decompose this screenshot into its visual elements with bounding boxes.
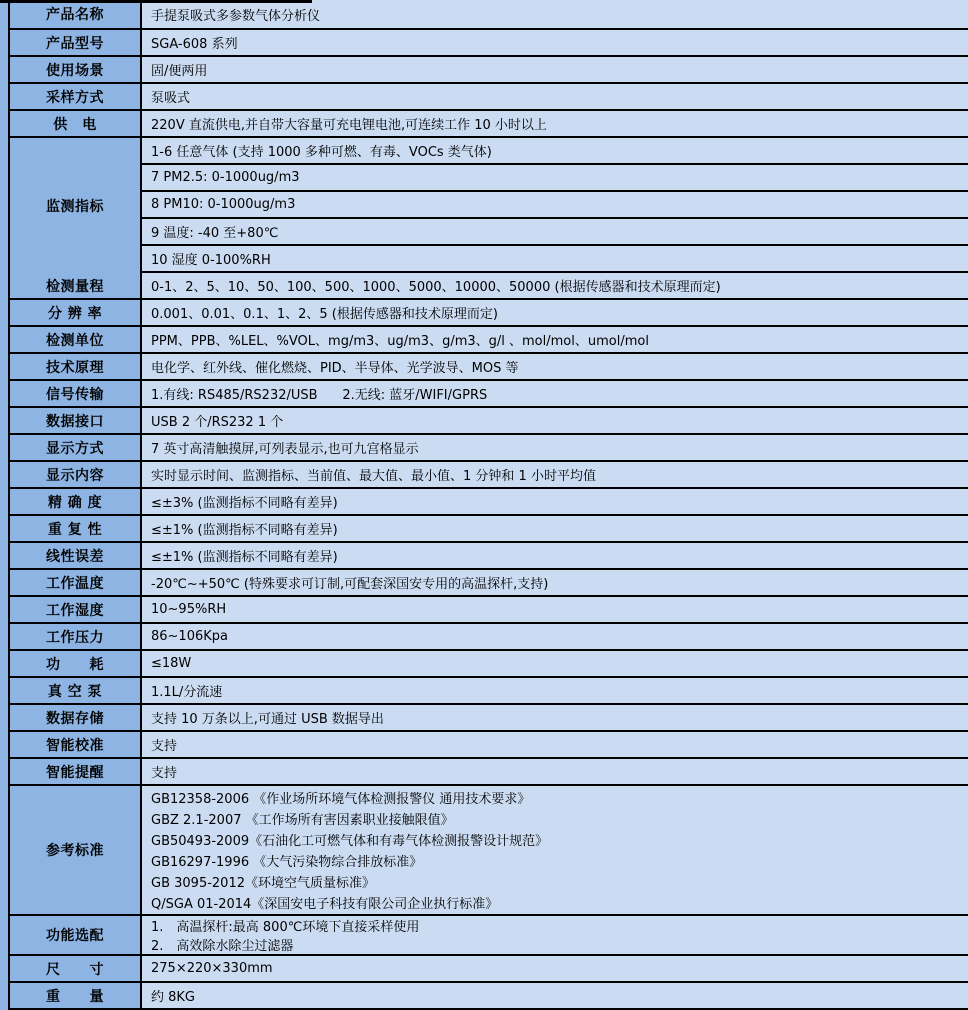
row-vacuum-pump — [10, 678, 968, 705]
spec-label-cell — [10, 111, 142, 136]
monitoring-indicator-item: 8 PM10: 0-1000ug/m3 — [142, 192, 968, 219]
spec-label: 显示方式 — [46, 440, 104, 457]
spec-label-cell — [10, 489, 142, 514]
spec-value: 支持 — [151, 766, 178, 781]
spec-label: 数据接口 — [46, 413, 104, 430]
spec-label: 参考标准 — [46, 843, 104, 859]
spec-value: PPM、PPB、%LEL、%VOL、mg/m3、ug/m3、g/m3、g/l 、mol/mol、umol/mol — [151, 334, 649, 349]
monitoring-indicator-item: 10 湿度 0-100%RH — [142, 246, 968, 273]
optional-functions-list — [142, 916, 968, 954]
spec-value: 7 英寸高清触摸屏,可列表显示,也可九宫格显示 — [151, 442, 419, 457]
spec-label: 智能校准 — [46, 737, 104, 754]
spec-label-cell — [10, 678, 142, 703]
spec-value: 0.001、0.01、0.1、1、2、5 (根据传感器和技术原理而定) — [151, 307, 498, 322]
spec-value: -20℃~+50℃ (特殊要求可订制,可配套深国安专用的高温探杆,支持) — [151, 577, 549, 592]
spec-label: 工作湿度 — [46, 602, 104, 619]
spec-label: 智能提醒 — [46, 764, 104, 781]
reference-standard-item: Q/SGA 01-2014《深国安电子科技有限公司企业执行标准》 — [151, 897, 499, 912]
spec-label: 数据存储 — [46, 710, 104, 727]
row-dimensions — [10, 956, 968, 983]
spec-value: ≤±1% (监测指标不同略有差异) — [151, 550, 338, 565]
spec-value: 电化学、红外线、催化燃烧、PID、半导体、光学波导、MOS 等 — [151, 361, 519, 376]
optional-function-item: 2. 高效除水除尘过滤器 — [151, 939, 294, 954]
spec-value: 手提泵吸式多参数气体分析仪 — [151, 8, 321, 24]
spec-value: 约 8KG — [151, 990, 196, 1005]
spec-value: 86~106Kpa — [151, 629, 228, 644]
spec-label: 尺 寸 — [46, 961, 104, 978]
spec-label-cell — [10, 57, 142, 82]
row-power-supply — [10, 111, 968, 138]
spec-table — [8, 0, 968, 1010]
row-reference-standards — [10, 786, 968, 916]
spec-value: 固/便两用 — [151, 64, 208, 79]
reference-standard-item: GB 3095-2012《环境空气质量标准》 — [151, 876, 375, 891]
spec-value: 10~95%RH — [151, 602, 227, 617]
spec-label-cell — [10, 705, 142, 730]
row-product-model — [10, 30, 968, 57]
spec-label-cell — [10, 327, 142, 352]
spec-label-cell — [10, 570, 142, 595]
spec-label-cell — [10, 786, 142, 914]
spec-label: 功 耗 — [46, 656, 104, 673]
spec-label: 信号传输 — [46, 386, 104, 403]
row-working-temperature — [10, 570, 968, 597]
spec-label-cell — [10, 651, 142, 676]
spec-label-cell — [10, 408, 142, 433]
spec-label: 监测指标 — [46, 198, 104, 215]
spec-label: 使用场景 — [46, 62, 104, 79]
spec-label: 重 复 性 — [47, 521, 103, 538]
monitoring-indicator-item: 9 温度: -40 至+80℃ — [142, 219, 968, 246]
spec-label-cell — [10, 381, 142, 406]
spec-label-cell — [10, 624, 142, 649]
spec-value: 1.有线: RS485/RS232/USB 2.无线: 蓝牙/WIFI/GPRS — [151, 388, 488, 403]
row-smart-calibration — [10, 732, 968, 759]
row-monitoring-indicators — [10, 138, 968, 273]
spec-label-cell — [10, 30, 142, 55]
row-optional-functions — [10, 916, 968, 956]
row-repeatability — [10, 516, 968, 543]
monitoring-indicator-item: 7 PM2.5: 0-1000ug/m3 — [142, 165, 968, 192]
reference-standards-list — [142, 786, 968, 914]
row-technical-principle — [10, 354, 968, 381]
spec-label-cell — [10, 956, 142, 981]
spec-label: 工作压力 — [46, 629, 104, 646]
spec-label: 采样方式 — [46, 89, 104, 106]
row-signal-transmission — [10, 381, 968, 408]
spec-label-cell — [10, 732, 142, 757]
row-accuracy — [10, 489, 968, 516]
row-weight — [10, 983, 968, 1010]
spec-label-cell — [10, 435, 142, 460]
spec-label: 检测量程 — [46, 278, 104, 295]
spec-label-cell — [10, 300, 142, 325]
reference-standard-item: GB12358-2006 《作业场所环境气体检测报警仪 通用技术要求》 — [151, 792, 531, 807]
spec-label-cell — [10, 759, 142, 784]
row-display-mode — [10, 435, 968, 462]
spec-label: 技术原理 — [46, 359, 104, 376]
table-top-border — [0, 0, 312, 3]
spec-value: 泵吸式 — [151, 91, 191, 106]
spec-label-cell — [10, 983, 142, 1008]
row-display-content — [10, 462, 968, 489]
spec-value: 支持 10 万条以上,可通过 USB 数据导出 — [151, 712, 384, 727]
row-usage-scenario — [10, 57, 968, 84]
monitoring-indicator-item: 1-6 任意气体 (支持 1000 多种可燃、有毒、VOCs 类气体) — [142, 138, 968, 165]
row-product-name — [10, 0, 968, 30]
spec-value: 实时显示时间、监测指标、当前值、最大值、最小值、1 分钟和 1 小时平均值 — [151, 469, 596, 484]
spec-value: ≤18W — [151, 656, 192, 671]
row-detection-unit — [10, 327, 968, 354]
spec-value: 0-1、2、5、10、50、100、500、1000、5000、10000、50000 (根据传感器和技术原理而定) — [151, 280, 721, 295]
row-data-storage — [10, 705, 968, 732]
spec-label-cell — [10, 138, 142, 273]
spec-label: 产品名称 — [46, 7, 104, 23]
spec-label: 供 电 — [53, 116, 97, 133]
spec-label-cell — [10, 354, 142, 379]
spec-label-cell — [10, 0, 142, 28]
spec-value: ≤±1% (监测指标不同略有差异) — [151, 523, 338, 538]
reference-standard-item: GB50493-2009《石油化工可燃气体和有毒气体检测报警设计规范》 — [151, 834, 549, 849]
monitoring-indicator-list — [142, 138, 968, 273]
spec-value: 275×220×330mm — [151, 961, 273, 976]
spec-label-cell — [10, 597, 142, 622]
optional-function-item: 1. 高温探杆:最高 800℃环境下直接采样使用 — [151, 920, 420, 935]
spec-value: 支持 — [151, 739, 178, 754]
row-linearity-error — [10, 543, 968, 570]
row-power-consumption — [10, 651, 968, 678]
spec-label-cell — [10, 273, 142, 298]
spec-label: 分 辨 率 — [47, 305, 103, 322]
spec-label: 显示内容 — [46, 467, 104, 484]
spec-value: SGA-608 系列 — [151, 37, 238, 52]
reference-standard-item: GBZ 2.1-2007 《工作场所有害因素职业接触限值》 — [151, 813, 454, 828]
spec-label: 精 确 度 — [47, 494, 103, 511]
spec-label-cell — [10, 462, 142, 487]
spec-label: 功能选配 — [46, 928, 104, 944]
spec-value: USB 2 个/RS232 1 个 — [151, 415, 284, 430]
row-data-interface — [10, 408, 968, 435]
row-smart-reminder — [10, 759, 968, 786]
row-working-humidity — [10, 597, 968, 624]
spec-label: 线性误差 — [46, 548, 104, 565]
spec-label-cell — [10, 543, 142, 568]
spec-label-cell — [10, 516, 142, 541]
spec-label: 重 量 — [46, 988, 104, 1005]
row-resolution — [10, 300, 968, 327]
spec-label: 产品型号 — [46, 35, 104, 52]
spec-label-cell — [10, 84, 142, 109]
spec-value: ≤±3% (监测指标不同略有差异) — [151, 496, 338, 511]
spec-label: 检测单位 — [46, 332, 104, 349]
spec-label: 工作温度 — [46, 575, 104, 592]
spec-label-cell — [10, 916, 142, 954]
spec-value: 220V 直流供电,并自带大容量可充电锂电池,可连续工作 10 小时以上 — [151, 118, 547, 133]
spec-value: 1.1L/分流速 — [151, 685, 223, 700]
row-detection-range — [10, 273, 968, 300]
reference-standard-item: GB16297-1996 《大气污染物综合排放标准》 — [151, 855, 423, 870]
spec-label: 真 空 泵 — [47, 683, 103, 700]
row-working-pressure — [10, 624, 968, 651]
row-sampling-method — [10, 84, 968, 111]
